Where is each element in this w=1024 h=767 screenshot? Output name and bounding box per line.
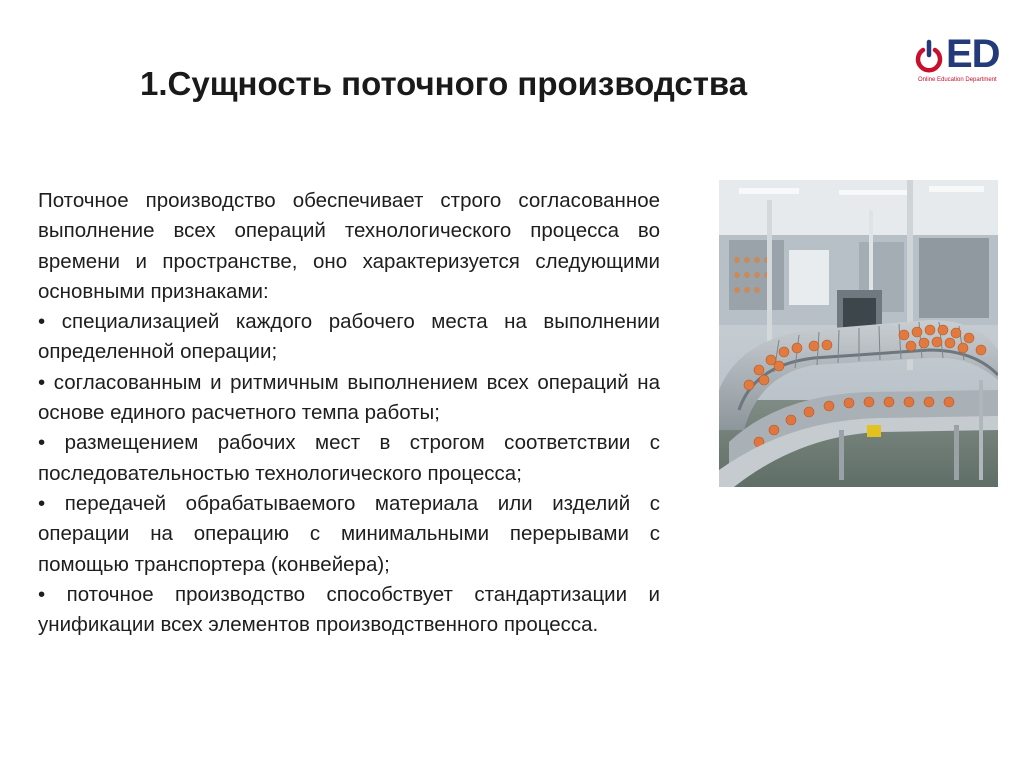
slide-title: 1.Сущность поточного производства — [140, 65, 748, 102]
bullet-item: • поточное производство способствует стандартизации и унификации всех элементов производственного процесса. — [38, 582, 660, 637]
bullet-item: • передачей обрабатываемого материала или изделий с операции на операцию с минимальными перерывами с помощью транспортера (конвейера); — [38, 491, 660, 576]
logo-letters: ED — [946, 32, 1000, 76]
logo-tagline: Online Education Department — [918, 77, 997, 83]
body-text — [38, 186, 660, 640]
bullet-item: • согласованным и ритмичным выполнением всех операций на основе единого расчетного темпа работы; — [38, 370, 660, 425]
bullet-item: • размещением рабочих мест в строгом соответствии с последовательностью технологического процесса; — [38, 431, 660, 485]
logo-mark — [914, 30, 1000, 74]
power-o-icon — [914, 38, 944, 74]
bullet-item: • специализацией каждого рабочего места на выполнении определенной операции; — [38, 310, 660, 364]
oed-logo — [914, 30, 1014, 90]
intro-paragraph: Поточное производство обеспечивает строго согласованное выполнение всех операций технологического процесса во времени и пространстве, оно характеризуется следующими основными признаками: — [38, 189, 660, 303]
conveyor-photo — [719, 180, 998, 487]
